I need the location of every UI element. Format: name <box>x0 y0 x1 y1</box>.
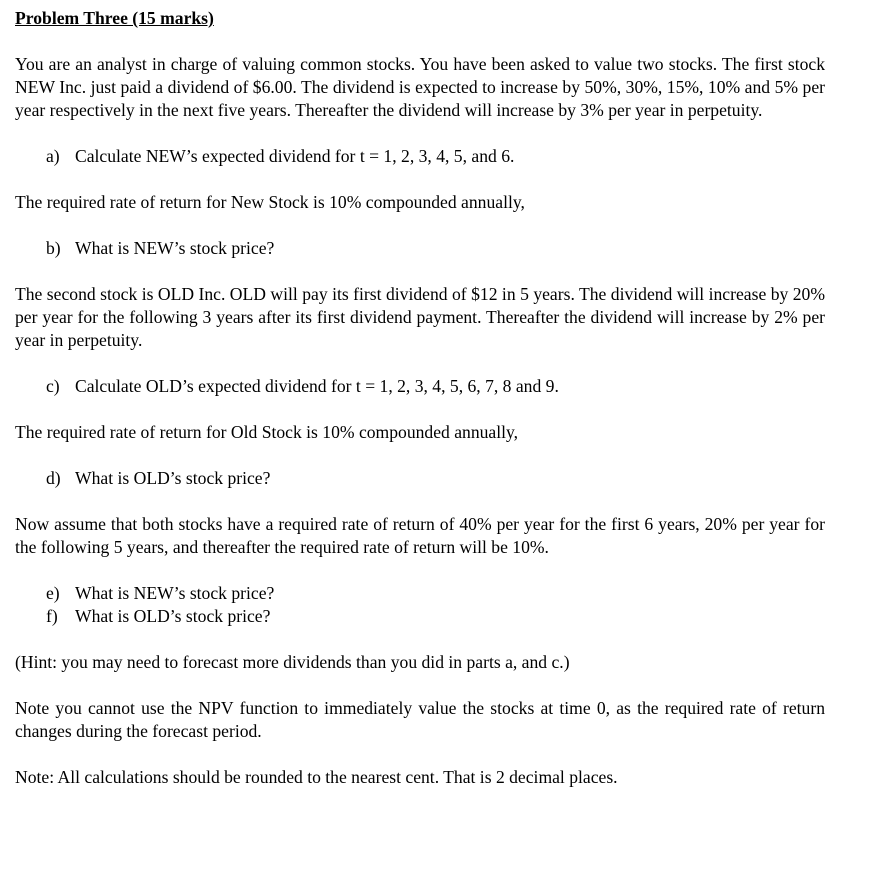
question-c-text: Calculate OLD’s expected dividend for t = 1, 2, 3, 4, 5, 6, 7, 8 and 9. <box>75 376 559 396</box>
question-f-label: f) <box>46 606 58 626</box>
question-d <box>15 467 825 490</box>
npv-note: Note you cannot use the NPV function to immediately value the stocks at time 0, as the required rate of return changes during the forecast period. <box>15 698 825 741</box>
question-a-text: Calculate NEW’s expected dividend for t = 1, 2, 3, 4, 5, and 6. <box>75 146 515 166</box>
question-e-text: What is NEW’s stock price? <box>75 583 275 603</box>
question-b-label: b) <box>46 238 61 258</box>
document-page <box>15 7 825 789</box>
hint-text: (Hint: you may need to forecast more dividends than you did in parts a, and c.) <box>15 652 570 672</box>
question-b-text: What is NEW’s stock price? <box>75 238 275 258</box>
intro-paragraph: You are an analyst in charge of valuing common stocks. You have been asked to value two stocks. The first stock NEW Inc. just paid a dividend of $6.00. The dividend is expected to increase by 50%, 30%, 15%, 10% and 5% per year respectively in the next five years. Thereafter the dividend will increase by 3% per year in perpetuity. <box>15 54 825 120</box>
question-d-text: What is OLD’s stock price? <box>75 468 271 488</box>
question-c <box>15 375 825 398</box>
question-e-label: e) <box>46 583 60 603</box>
rounding-note: Note: All calculations should be rounded to the nearest cent. That is 2 decimal places. <box>15 767 618 787</box>
question-e <box>15 582 825 605</box>
second-stock-paragraph: The second stock is OLD Inc. OLD will pay its first dividend of $12 in 5 years. The dividend will increase by 20% per year for the following 3 years after its first dividend payment. Thereafter the dividend will increase by 2% per year in perpetuity. <box>15 284 825 350</box>
problem-title: Problem Three (15 marks) <box>15 8 214 28</box>
question-a <box>15 145 825 168</box>
required-return-new: The required rate of return for New Stock is 10% compounded annually, <box>15 192 525 212</box>
question-b <box>15 237 825 260</box>
assumption-paragraph: Now assume that both stocks have a required rate of return of 40% per year for the first 6 years, 20% per year for the following 5 years, and thereafter the required rate of return will be 10%. <box>15 514 825 557</box>
question-f-text: What is OLD’s stock price? <box>75 606 271 626</box>
question-a-label: a) <box>46 146 60 166</box>
required-return-old: The required rate of return for Old Stock is 10% compounded annually, <box>15 422 519 442</box>
question-c-label: c) <box>46 376 60 396</box>
question-f <box>15 605 825 628</box>
question-d-label: d) <box>46 468 61 488</box>
